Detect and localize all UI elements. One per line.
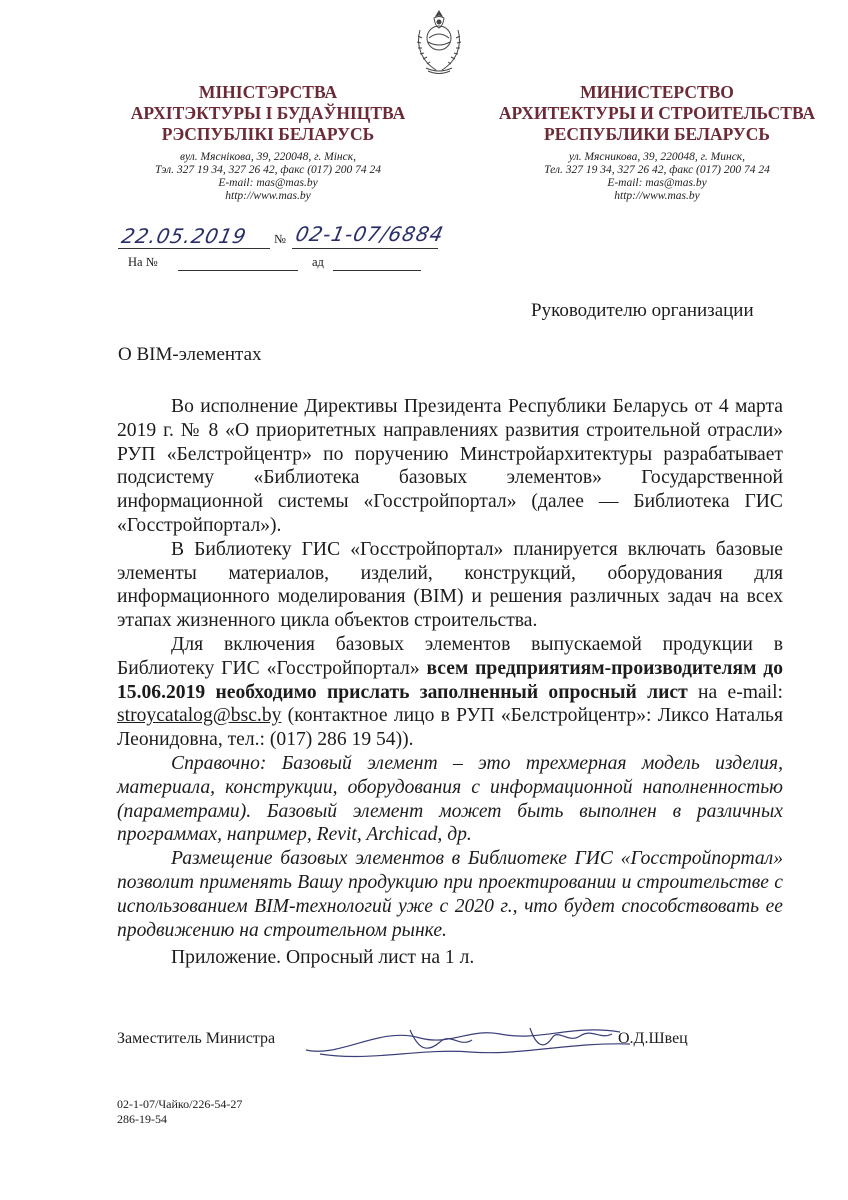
reply-to-label: На № [128, 255, 158, 269]
reply-number-underline [178, 270, 298, 271]
executor-phone: 286-19-54 [117, 1112, 167, 1126]
address-line: E-mail: mas@mas.by [218, 177, 318, 189]
paragraph-directive: Во исполнение Директивы Президента Республики Беларусь от 4 марта 2019 г. № 8 «О приоритетных направлениях развития строительной отрасли» РУП «Белстройцентр» по поручению Минстройархитектуры разрабатывает подсистему «Библиотека базовых элементов» Государственной информационной системы «Госстройпортал» (далее — Библиотека ГИС «Госстройпортал»). [117, 396, 783, 536]
request-text-2: на e-mail: [687, 681, 783, 703]
address-line: ул. Мясникова, 39, 220048, г. Минск, [568, 151, 746, 163]
request-text-1: Для включения базовых элементов выпускаемой продукции в Библиотеку ГИС «Госстройпортал» [117, 633, 783, 679]
paragraph-request [117, 633, 783, 752]
ministry-name-belarusian [128, 82, 408, 145]
address-line: http://www.mas.by [614, 190, 700, 202]
letter-subject: О BIM-элементах [118, 344, 262, 365]
ministry-line: РЭСПУБЛІКІ БЕЛАРУСЬ [161, 124, 375, 144]
reply-date-underline [333, 270, 421, 271]
address-line: вул. Мяснікова, 39, 220048, г. Мінск, [179, 151, 356, 163]
contact-email-link[interactable]: stroycatalog@bsc.by [117, 705, 282, 727]
signatory-name: О.Д.Швец [618, 1030, 688, 1047]
address-line: Тел. 327 19 34, 327 26 42, факс (017) 200 74 24 [544, 164, 770, 176]
paragraph-benefits: Размещение базовых элементов в Библиотеке ГИС «Госстройпортал» позволит применять Вашу продукцию при проектировании и строительстве с использованием BIM-технологий уже с 2020 г., что будет способствовать ее продвижению на строительном рынке. [117, 848, 783, 941]
ministry-line: МІНІСТЭРСТВА [198, 82, 338, 102]
letter-body [117, 395, 783, 970]
address-line: http://www.mas.by [225, 190, 311, 202]
handwritten-signature [300, 1018, 640, 1066]
document-number: 02-1-07/6884 [293, 222, 447, 246]
number-underline [292, 248, 438, 249]
request-deadline: всем предприятиям-производителям до 15.06.2019 необходимо прислать заполненный опросный лист [117, 657, 784, 703]
number-label: № [274, 232, 286, 246]
address-line: Тэл. 327 19 34, 327 26 42, факс (017) 200 74 24 [154, 164, 382, 176]
date-underline [118, 248, 270, 249]
ministry-line: МИНИСТЕРСТВО [580, 82, 734, 102]
document-date: 22.05.2019 [119, 224, 250, 248]
ministry-line: АРХІТЭКТУРЫ І БУДАЎНІЦТВА [130, 103, 406, 123]
ministry-line: РЕСПУБЛИКИ БЕЛАРУСЬ [544, 124, 770, 144]
ministry-line: АРХИТЕКТУРЫ И СТРОИТЕЛЬСТВА [498, 103, 816, 123]
paragraph-library: В Библиотеку ГИС «Госстройпортал» планируется включать базовые элементы материалов, изделий, конструкций, оборудования для информационного моделирования (BIM) и решения различных задач на всех этапах жизненного цикла объектов строительства. [117, 538, 783, 632]
signatory-position: Заместитель Министра [117, 1030, 276, 1047]
address-block-belarusian [128, 151, 408, 203]
state-emblem-icon [412, 8, 466, 76]
address-block-russian [510, 151, 804, 203]
request-text-3: (контактное лицо в РУП «Белстройцентр»: Ликсо Наталья Леонидовна, тел.: (017) 286 19 54)). [117, 705, 783, 751]
paragraph-attachment: Приложение. Опросный лист на 1 л. [171, 947, 475, 969]
executor-reference: 02-1-07/Чайко/226-54-27 [117, 1097, 243, 1111]
addressee: Руководителю организации [531, 300, 754, 321]
reply-from-label: ад [312, 255, 324, 269]
paragraph-reference: Справочно: Базовый элемент – это трехмерная модель изделия, материала, конструкции, оборудования с информационной наполненностью (параметрами). Базовый элемент может быть выполнен в различных программах, например, Revit, Archicad, др. [117, 752, 783, 846]
ministry-name-russian [498, 82, 816, 145]
address-line: E-mail: mas@mas.by [607, 177, 707, 189]
